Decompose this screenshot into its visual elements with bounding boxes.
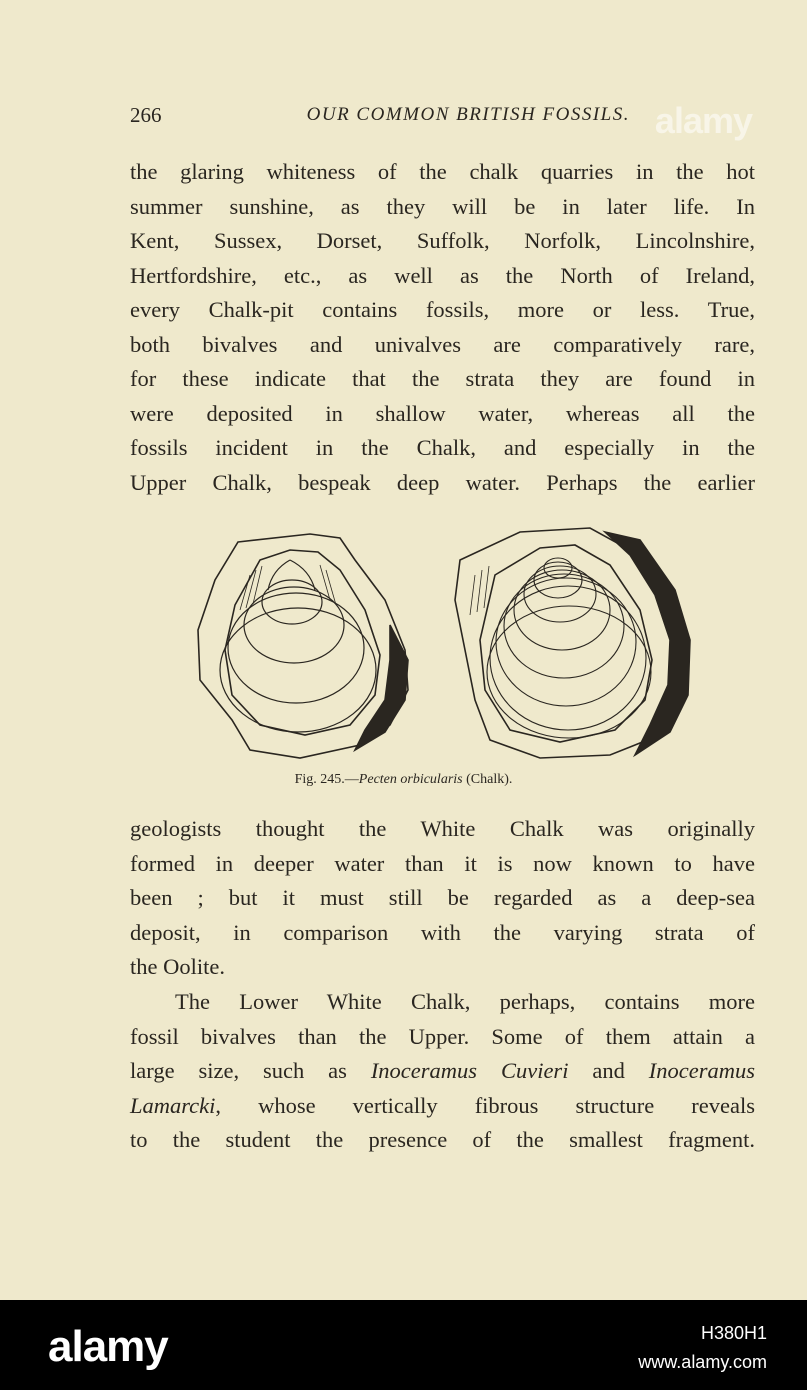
text-run: , whose vertically fibrous structure reveals [215,1092,755,1118]
shell-illustration [190,520,700,770]
text-line: Hertfordshire, etc., as well as the North of Ireland, [130,262,755,288]
text-line [130,1089,755,1124]
text-line: been ; but it must still be regarded as a deep-sea [130,885,755,910]
stock-footer-bar [0,1300,807,1390]
text-line: were deposited in shallow water, whereas all the [130,400,755,426]
text-line: fossil bivalves than the Upper. Some of them attain a [130,1023,755,1049]
book-title: OUR COMMON BRITISH FOSSILS. [306,104,630,125]
text-line: every Chalk-pit contains fossils, more or less. True, [130,297,755,322]
page-number: 266 [130,103,162,127]
paragraph-2 [130,812,755,985]
site-link[interactable]: www.alamy.com [638,1352,767,1372]
figure-note: (Chalk). [462,772,513,787]
text-line: both bivalves and univalves are comparatively rare, [130,331,755,357]
text-run: and [568,1058,649,1083]
text-line: geologists thought the White Chalk was originally [130,816,755,841]
paragraph-1 [130,155,755,500]
text-line [130,1054,755,1089]
species-name: Inoceramus Cuvieri [370,1058,569,1083]
text-line: deposit, in comparison with the varying strata of [130,919,755,945]
image-id: H380H1 [700,1323,767,1343]
figure-caption [0,772,807,788]
figure-species: Pecten orbicularis [358,772,463,787]
text-line: the Oolite. [130,954,225,979]
right-shell-drawing [455,528,690,758]
text-run: large size, such as [130,1058,371,1083]
text-line: The Lower White Chalk, perhaps, contains more [175,989,755,1014]
species-name: Lamarcki [130,1092,216,1118]
brand-logo: alamy [48,1322,168,1371]
watermark: alamy [654,100,752,141]
left-shell-drawing [198,534,408,758]
species-name: Inoceramus [648,1058,756,1083]
text-line: the glaring whiteness of the chalk quarries in the hot [130,159,755,184]
text-line: for these indicate that the strata they are found in [130,366,755,391]
text-line: formed in deeper water than it is now known to have [130,850,755,876]
text-line: summer sunshine, as they will be in later life. In [130,193,755,219]
text-line: to the student the presence of the smallest fragment. [130,1127,755,1152]
text-line: Upper Chalk, bespeak deep water. Perhaps the earlier [130,469,755,495]
text-line: Kent, Sussex, Dorset, Suffolk, Norfolk, Lincolnshire, [130,228,755,253]
paragraph-3 [130,985,755,1158]
figure-label: Fig. 245.— [294,772,359,787]
text-line: fossils incident in the Chalk, and especially in the [130,435,755,460]
